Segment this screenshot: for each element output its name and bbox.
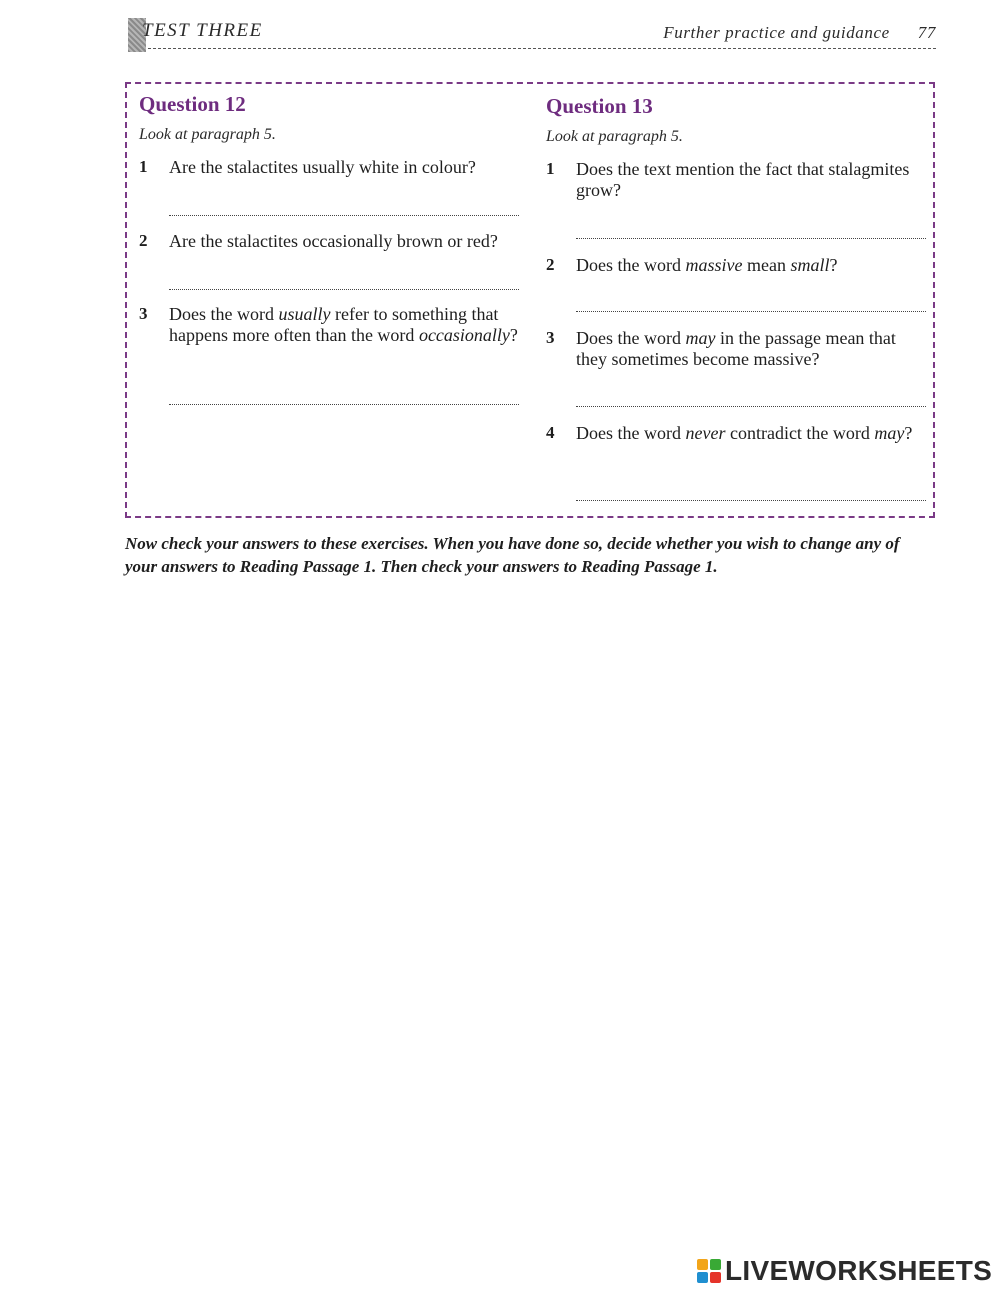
question-box <box>125 82 935 518</box>
instruction-note: Now check your answers to these exercises. When you have done so, decide whether you wish to change any of your answers to Reading Passage 1. Then check your answers to Reading Passage 1. <box>125 534 900 576</box>
page-header <box>128 18 936 49</box>
q13-answer-3-input[interactable] <box>576 383 930 407</box>
logo-square <box>710 1259 721 1270</box>
answer-line <box>576 311 926 312</box>
page-number: 77 <box>917 23 936 42</box>
answer-line <box>576 238 926 239</box>
answer-line <box>576 406 926 407</box>
item-text <box>576 423 931 444</box>
item-text: Are the stalactites usually white in colour? <box>169 157 476 177</box>
text-part: ? <box>509 325 518 345</box>
logo-square <box>697 1259 708 1270</box>
header-chapter-title: Further practice and guidance <box>663 23 890 42</box>
answer-line <box>169 215 519 216</box>
item-text: Are the stalactites occasionally brown or red? <box>169 231 498 251</box>
q13-answer-2-input[interactable] <box>576 288 930 312</box>
text-part-italic: may <box>685 328 716 348</box>
text-part: ? <box>829 255 838 275</box>
question-12-title: Question 12 <box>139 92 246 116</box>
liveworksheets-logo <box>697 1254 992 1288</box>
item-text <box>576 255 931 276</box>
item-number: 4 <box>546 423 555 442</box>
logo-square <box>710 1272 721 1283</box>
item-text <box>576 328 931 370</box>
text-part: Does the word <box>576 255 686 275</box>
text-part: in the passage mean that they sometimes become massive? <box>576 328 896 369</box>
text-part: Does the word <box>576 328 686 348</box>
header-section-title: TEST THREE <box>142 20 263 41</box>
text-part-italic: small <box>790 255 830 275</box>
logo-square <box>697 1272 708 1283</box>
question-13-intro: Look at paragraph 5. <box>546 128 683 145</box>
item-number: 1 <box>139 157 148 176</box>
item-number: 3 <box>546 328 555 347</box>
question-12-intro: Look at paragraph 5. <box>139 126 276 143</box>
answer-line <box>169 289 519 290</box>
text-part: Does the word <box>169 304 279 324</box>
item-number: 2 <box>139 231 148 250</box>
item-text: Does the text mention the fact that stalagmites grow? <box>576 159 910 200</box>
answer-line <box>576 500 926 501</box>
question-13-title: Question 13 <box>546 94 653 118</box>
item-number: 3 <box>139 304 148 323</box>
item-number: 1 <box>546 159 555 178</box>
q13-answer-4-input[interactable] <box>576 477 930 501</box>
text-part-italic: massive <box>685 255 743 275</box>
text-part-italic: may <box>874 423 905 443</box>
text-part: ? <box>904 423 913 443</box>
text-part: refer to something that happens more often than the word <box>169 304 499 345</box>
q12-answer-2-input[interactable] <box>169 266 523 290</box>
answer-line <box>169 404 519 405</box>
text-part-italic: occasionally <box>418 325 510 345</box>
text-part: mean <box>742 255 791 275</box>
liveworksheets-logo-icon <box>697 1259 721 1283</box>
text-part-italic: never <box>685 423 726 443</box>
q12-answer-1-input[interactable] <box>169 192 523 216</box>
item-number: 2 <box>546 255 555 274</box>
item-text <box>169 304 524 346</box>
text-part: Does the word <box>576 423 686 443</box>
text-part-italic: usually <box>278 304 331 324</box>
q12-answer-3-input[interactable] <box>169 381 523 405</box>
q13-answer-1-input[interactable] <box>576 215 930 239</box>
text-part: contradict the word <box>725 423 875 443</box>
logo-text: LIVEWORKSHEETS <box>725 1255 993 1286</box>
